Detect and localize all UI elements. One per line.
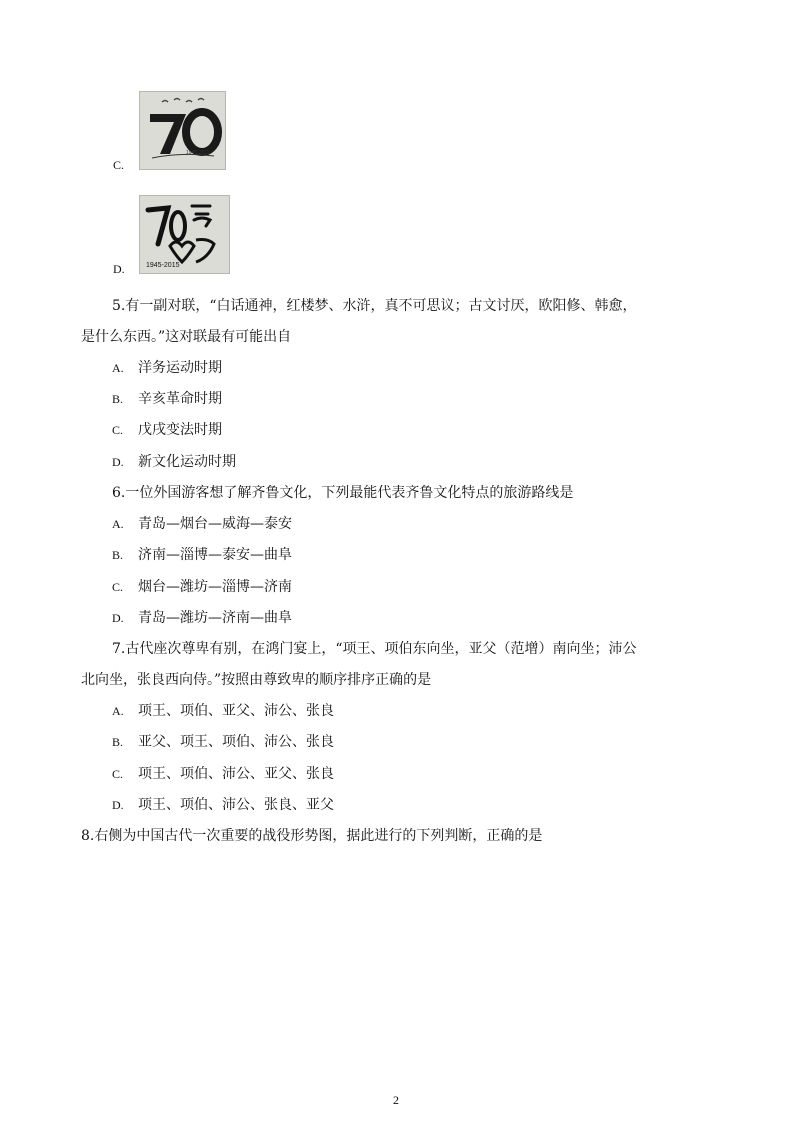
q5-stem-line2: 是什么东西。”这对联最有可能出自 [81,329,292,345]
q6-option-a: A. 青岛—烟台—威海—泰安 [112,516,292,532]
q5-option-b: B. 辛亥革命时期 [112,391,222,407]
q6-option-b: B. 济南—淄博—泰安—曲阜 [112,547,292,563]
q7-option-c: C. 项王、项伯、沛公、亚父、张良 [112,766,334,782]
q6-option-d: D. 青岛—潍坊—济南—曲阜 [112,610,292,626]
anniversary-logo-c [139,91,226,170]
q7-option-b: B. 亚父、项王、项伯、沛公、张良 [112,734,334,750]
q5-stem-line1: 5.有一副对联，“白话通神，红楼梦、水浒，真不可思议；古文讨厌，欧阳修、韩愈， [112,298,637,314]
q7-stem-line1: 7.古代座次尊卑有别，在鸿门宴上，“项王、项伯东向坐，亚父（范增）南向坐；沛公 [112,641,637,657]
option-letter-c: C. [113,158,125,172]
q8-stem-line1: 8.右侧为中国古代一次重要的战役形势图，据此进行的下列判断，正确的是 [81,828,543,844]
anniversary-70-logo-image [140,92,225,169]
q5-option-a: A. 洋务运动时期 [112,360,222,376]
q6-option-c: C. 烟台—潍坊—淄博—济南 [112,579,292,595]
q7-stem-line2: 北向坐，张良西向侍。”按照由尊致卑的顺序排序正确的是 [81,672,432,688]
q7-option-d: D. 项王、项伯、沛公、张良、亚父 [112,797,334,813]
logo-d-years: 1945-2015 [146,262,180,269]
q6-stem-line1: 6.一位外国游客想了解齐鲁文化，下列最能代表齐鲁文化特点的旅游路线是 [112,485,574,501]
option-letter-d: D. [113,262,125,276]
page-number: 2 [393,1093,399,1107]
q5-option-c: C. 戊戌变法时期 [112,422,222,438]
q7-option-a: A. 项王、项伯、亚父、沛公、张良 [112,703,334,719]
logo-c-years: 1945-2015 [186,150,210,156]
q5-option-d: D. 新文化运动时期 [112,454,236,470]
